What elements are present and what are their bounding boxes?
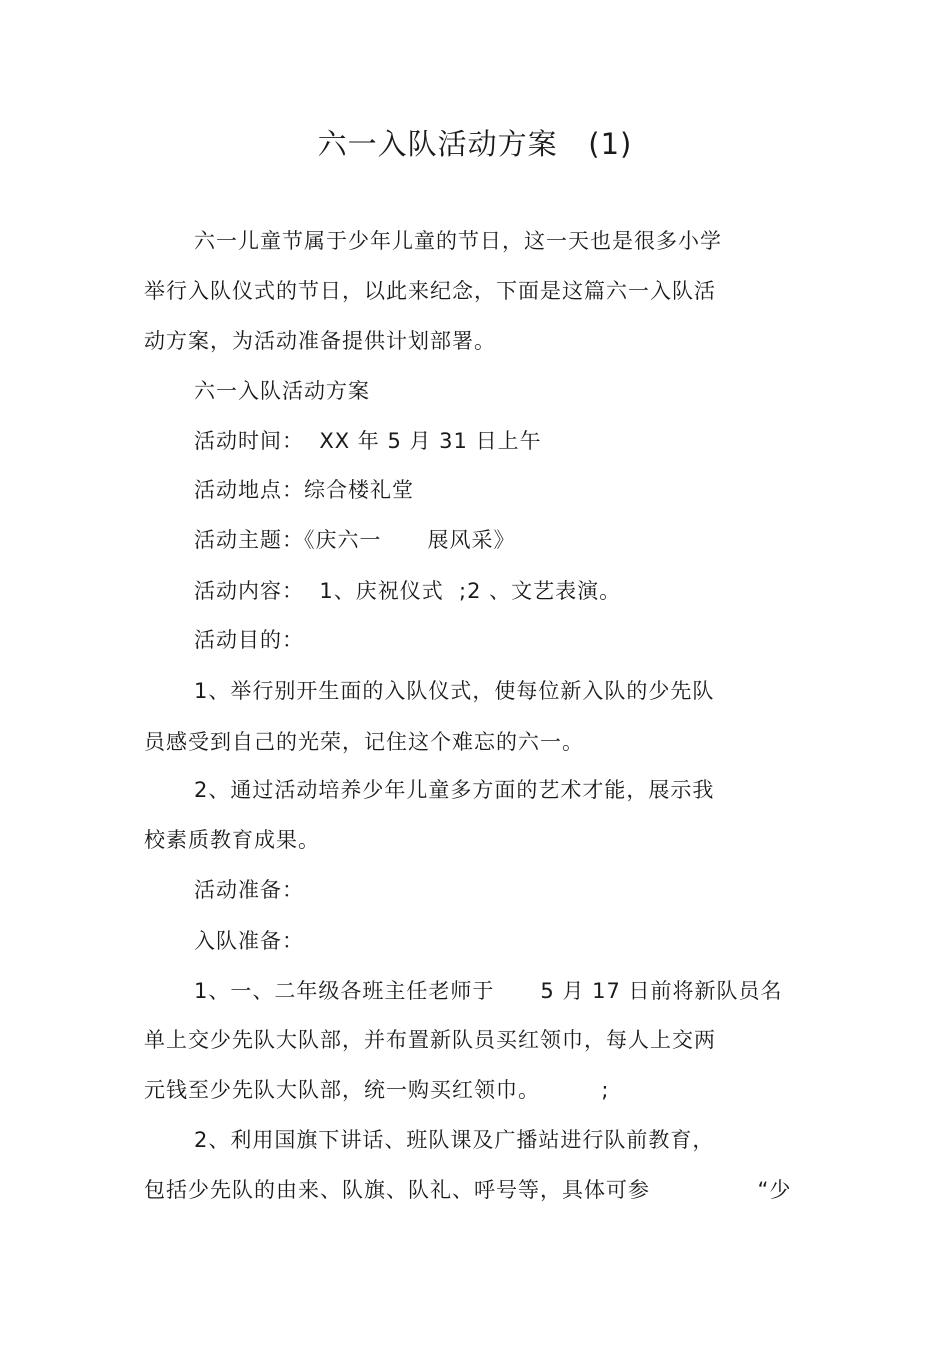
section-heading: 活动准备： — [194, 878, 304, 902]
paragraph-line: 校素质教育成果。 — [144, 828, 320, 852]
paragraph-line: 元钱至少先队大队部，统一购买红领巾。 ; — [144, 1078, 610, 1102]
paragraph-line: 单上交少先队大队部，并布置新队员买红领巾，每人上交两 — [144, 1028, 716, 1052]
paragraph-line: 动方案，为活动准备提供计划部署。 — [144, 329, 496, 353]
info-line-theme: 活动主题：《庆六一 展风采》 — [194, 528, 516, 552]
paragraph-line: 员感受到自己的光荣，记住这个难忘的六一。 — [144, 730, 584, 754]
info-line-content: 活动内容： 1、庆祝仪式 ;2 、文艺表演。 — [194, 579, 622, 603]
section-heading: 六一入队活动方案 — [194, 379, 370, 403]
paragraph-line: 2、利用国旗下讲话、班队课及广播站进行队前教育， — [194, 1128, 715, 1152]
section-heading: 入队准备： — [194, 929, 304, 953]
info-line-purpose: 活动目的： — [194, 628, 304, 652]
paragraph-line: 包括少先队的由来、队旗、队礼、呼号等，具体可参 “少 — [144, 1178, 792, 1202]
paragraph-line: 举行入队仪式的节日，以此来纪念，下面是这篇六一入队活 — [144, 279, 716, 303]
paragraph-line: 2、通过活动培养少年儿童多方面的艺术才能，展示我 — [194, 778, 715, 802]
info-line-time: 活动时间： XX 年 5 月 31 日上午 — [194, 429, 542, 453]
paragraph-line: 1、举行别开生面的入队仪式，使每位新入队的少先队 — [194, 679, 715, 703]
info-line-place: 活动地点：综合楼礼堂 — [194, 478, 414, 502]
paragraph-line: 六一儿童节属于少年儿童的节日，这一天也是很多小学 — [194, 229, 722, 253]
paragraph-line: 1、一、二年级各班主任老师于 5 月 17 日前将新队员名 — [194, 979, 783, 1003]
document-title: 六一入队活动方案 (1) — [317, 127, 633, 161]
